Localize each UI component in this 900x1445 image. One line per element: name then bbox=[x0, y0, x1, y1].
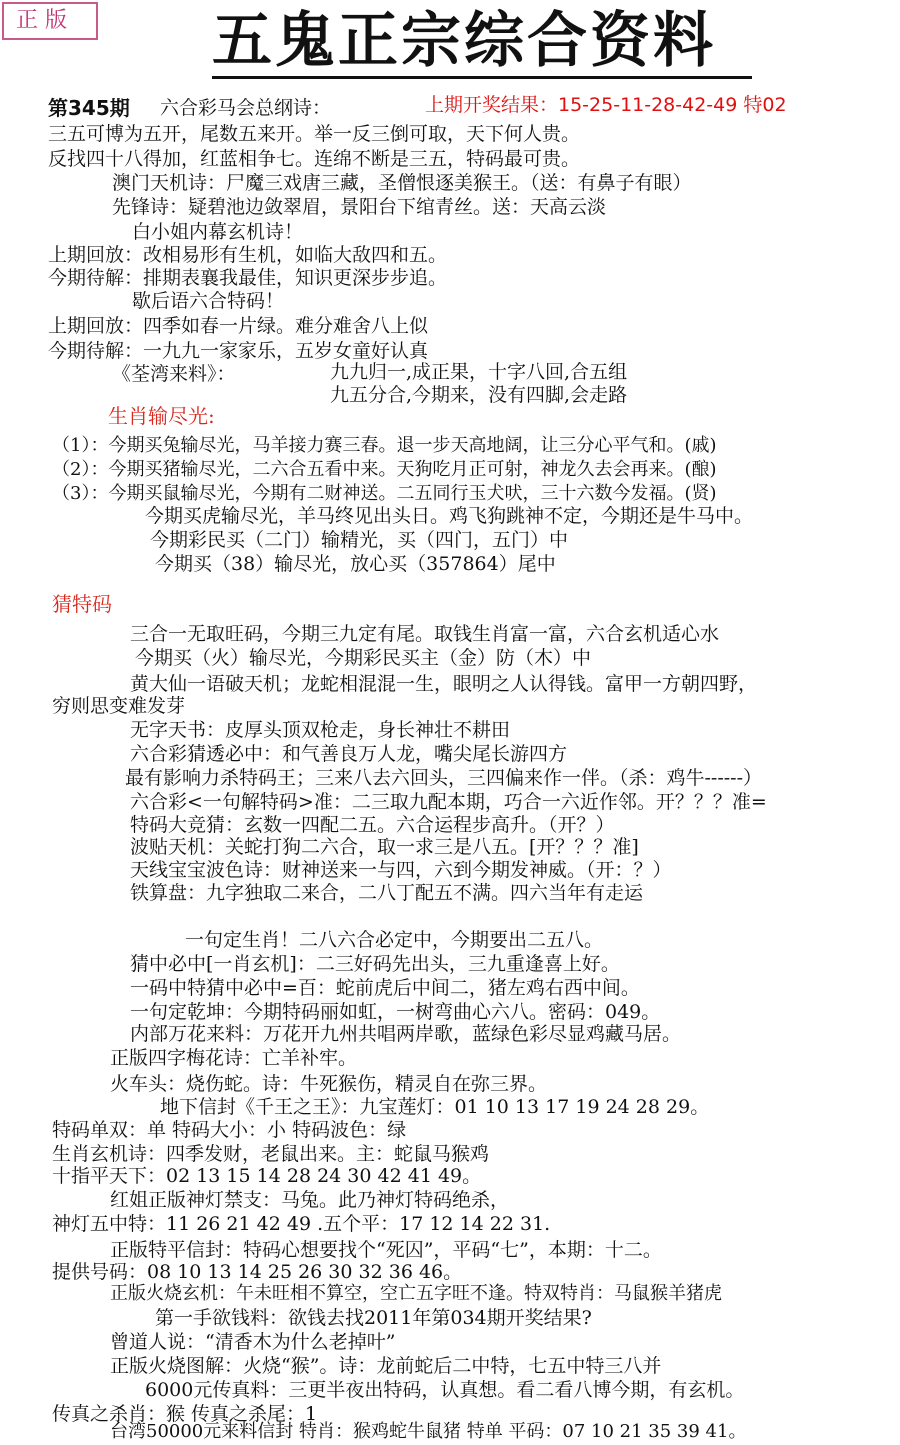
text-line: 歇后语六合特码！ bbox=[132, 290, 285, 312]
text-line: 正版特平信封：特码心想要找个“死囚”，平码“七”，本期：十二。 bbox=[110, 1239, 662, 1261]
text-line: 上期回放：四季如春一片绿。难分难舍八上似 bbox=[48, 315, 429, 337]
text-line: 六合彩马会总纲诗： bbox=[160, 97, 332, 119]
text-line: 无字天书：皮厚头顶双枪走，身长神壮不耕田 bbox=[130, 719, 511, 741]
text-line: 今期买（38）输尽光，放心买（357864）尾中 bbox=[155, 553, 556, 575]
text-line: 红姐正版神灯禁支：马兔。此乃神灯特码绝杀， bbox=[110, 1189, 510, 1211]
text-line: 今期彩民买（二门）输精光，买（四门，五门）中 bbox=[150, 529, 569, 551]
text-line: 猜中必中[一肖玄机]：二三好码先出头，三九重逢喜上好。 bbox=[130, 953, 620, 975]
text-line: 特码单双：单 特码大小：小 特码波色：绿 bbox=[52, 1119, 407, 1141]
text-line: 生肖玄机诗：四季发财，老鼠出来。主：蛇鼠马猴鸡 bbox=[52, 1143, 490, 1165]
last-draw-result: 上期开奖结果：15-25-11-28-42-49 特02 bbox=[425, 94, 787, 116]
text-line: 九九归一,成正果，十字八回,合五组 bbox=[330, 361, 628, 383]
text-line: 六合彩猜透必中：和气善良万人龙，嘴尖尾长游四方 bbox=[130, 743, 568, 765]
text-line: 一码中特猜中必中=百：蛇前虎后中间二，猪左鸡右西中间。 bbox=[130, 977, 640, 999]
text-line: 传真之杀肖：猴 传真之杀尾：1 bbox=[52, 1403, 318, 1425]
text-line: 波贴天机：关蛇打狗二六合，取一求三是八五。[开？？？准] bbox=[130, 836, 639, 858]
section-heading: 猜特码 bbox=[52, 592, 112, 616]
page-title: 五鬼正宗综合资料 bbox=[212, 6, 752, 79]
text-line: 神灯五中特：11 26 21 42 49 .五个平：17 12 14 22 31. bbox=[52, 1213, 551, 1235]
issue-number: 第345期 bbox=[48, 96, 130, 120]
text-line: 反找四十八得加，红蓝相争七。连绵不断是三五，特码最可贵。 bbox=[48, 148, 581, 170]
text-line: 《荃湾来料》： bbox=[112, 363, 236, 385]
text-line: 特码大竞猜：玄数一四配二五。六合运程步高升。（开？） bbox=[130, 814, 615, 836]
text-line: （2）：今期买猪输尽光，二六合五看中来。天狗吃月正可射，神龙久去会再来。(酿) bbox=[52, 459, 717, 480]
text-line: 澳门天机诗：尸魔三戏唐三藏，圣僧恨逐美猴王。（送：有鼻子有眼） bbox=[112, 172, 692, 194]
text-line: 提供号码：08 10 13 14 25 26 30 32 36 46。 bbox=[52, 1261, 463, 1283]
text-line: （3）：今期买鼠输尽光，今期有二财神送。二五同行玉犬吠，三十六数今发福。(贤) bbox=[52, 483, 717, 504]
text-line: 第一手欲钱料：欲钱去找2011年第034期开奖结果? bbox=[155, 1307, 592, 1329]
text-line: 黄大仙一语破天机；龙蛇相混混一生，眼明之人认得钱。富甲一方朝四野， bbox=[130, 673, 758, 695]
genuine-stamp: 正 版 bbox=[2, 2, 98, 40]
text-line: 三合一无取旺码，今期三九定有尾。取钱生肖富一富，六合玄机适心水 bbox=[130, 623, 720, 645]
text-line: 地下信封《千王之王》：九宝莲灯：01 10 13 17 19 24 28 29。 bbox=[160, 1096, 710, 1118]
text-line: 今期买（火）输尽光，今期彩民买主（金）防（木）中 bbox=[135, 647, 592, 669]
text-line: 最有影响力杀特码王；三来八去六回头，三四偏来作一伴。（杀：鸡牛------） bbox=[125, 767, 763, 789]
text-line: 内部万花来料：万花开九州共唱两岸歌，蓝绿色彩尽显鸡藏马居。 bbox=[130, 1023, 682, 1045]
section-heading: 生肖输尽光: bbox=[108, 404, 215, 428]
text-line: 台湾50000元来料信封 特肖：猴鸡蛇牛鼠猪 特单 平码：07 10 21 35 39 41。 bbox=[110, 1421, 747, 1442]
text-line: 十指平天下：02 13 15 14 28 24 30 42 41 49。 bbox=[52, 1165, 482, 1187]
text-line: 正版火烧玄机：午未旺相不算空，空亡五字旺不逢。特双特肖：马鼠猴羊猪虎 bbox=[110, 1283, 722, 1304]
text-line: 曾道人说：“清香木为什么老掉叶” bbox=[110, 1331, 396, 1353]
text-line: 一句定乾坤：今期特码丽如虹，一树弯曲心六八。密码：049。 bbox=[130, 1001, 661, 1023]
text-line: 铁算盘：九字独取二来合，二八丁配五不满。四六当年有走运 bbox=[130, 882, 644, 904]
text-line: 一句定生肖！二八六合必定中，今期要出二五八。 bbox=[185, 929, 604, 951]
text-line: 天线宝宝波色诗：财神送来一与四，六到今期发神威。（开：？） bbox=[130, 859, 672, 881]
text-line: 正版火烧图解：火烧“猴”。诗：龙前蛇后二中特，七五中特三八并 bbox=[110, 1355, 662, 1377]
text-line: 白小姐内幕玄机诗！ bbox=[132, 221, 304, 243]
text-line: 正版四字梅花诗：亡羊补牢。 bbox=[110, 1047, 358, 1069]
text-line: （1）：今期买兔输尽光，马羊接力赛三春。退一步天高地阔，让三分心平气和。(戚) bbox=[52, 435, 717, 456]
text-line: 今期待解：排期表襄我最佳，知识更深步步追。 bbox=[48, 267, 448, 289]
text-line: 6000元传真料：三更半夜出特码，认真想。看二看八博今期，有玄机。 bbox=[145, 1379, 745, 1401]
text-line: 三五可博为五开，尾数五来开。举一反三倒可取，天下何人贵。 bbox=[48, 123, 581, 145]
text-line: 先锋诗：疑碧池边敛翠眉，景阳台下绾青丝。送：天高云淡 bbox=[112, 196, 607, 218]
text-line: 六合彩<一句解特码>准：二三取九配本期，巧合一六近作邻。开？？？准= bbox=[130, 791, 767, 813]
text-line: 今期买虎输尽光，羊马终见出头日。鸡飞狗跳神不定，今期还是牛马中。 bbox=[145, 505, 754, 527]
text-line: 上期回放：改相易形有生机，如临大敌四和五。 bbox=[48, 244, 448, 266]
text-line: 火车头：烧伤蛇。诗：牛死猴伤，精灵自在弥三界。 bbox=[110, 1073, 548, 1095]
text-line: 今期待解：一九九一家家乐，五岁女童好认真 bbox=[48, 340, 429, 362]
text-line: 九五分合,今期来，没有四脚,会走路 bbox=[330, 384, 628, 406]
text-line: 穷则思变难发芽 bbox=[52, 695, 186, 717]
